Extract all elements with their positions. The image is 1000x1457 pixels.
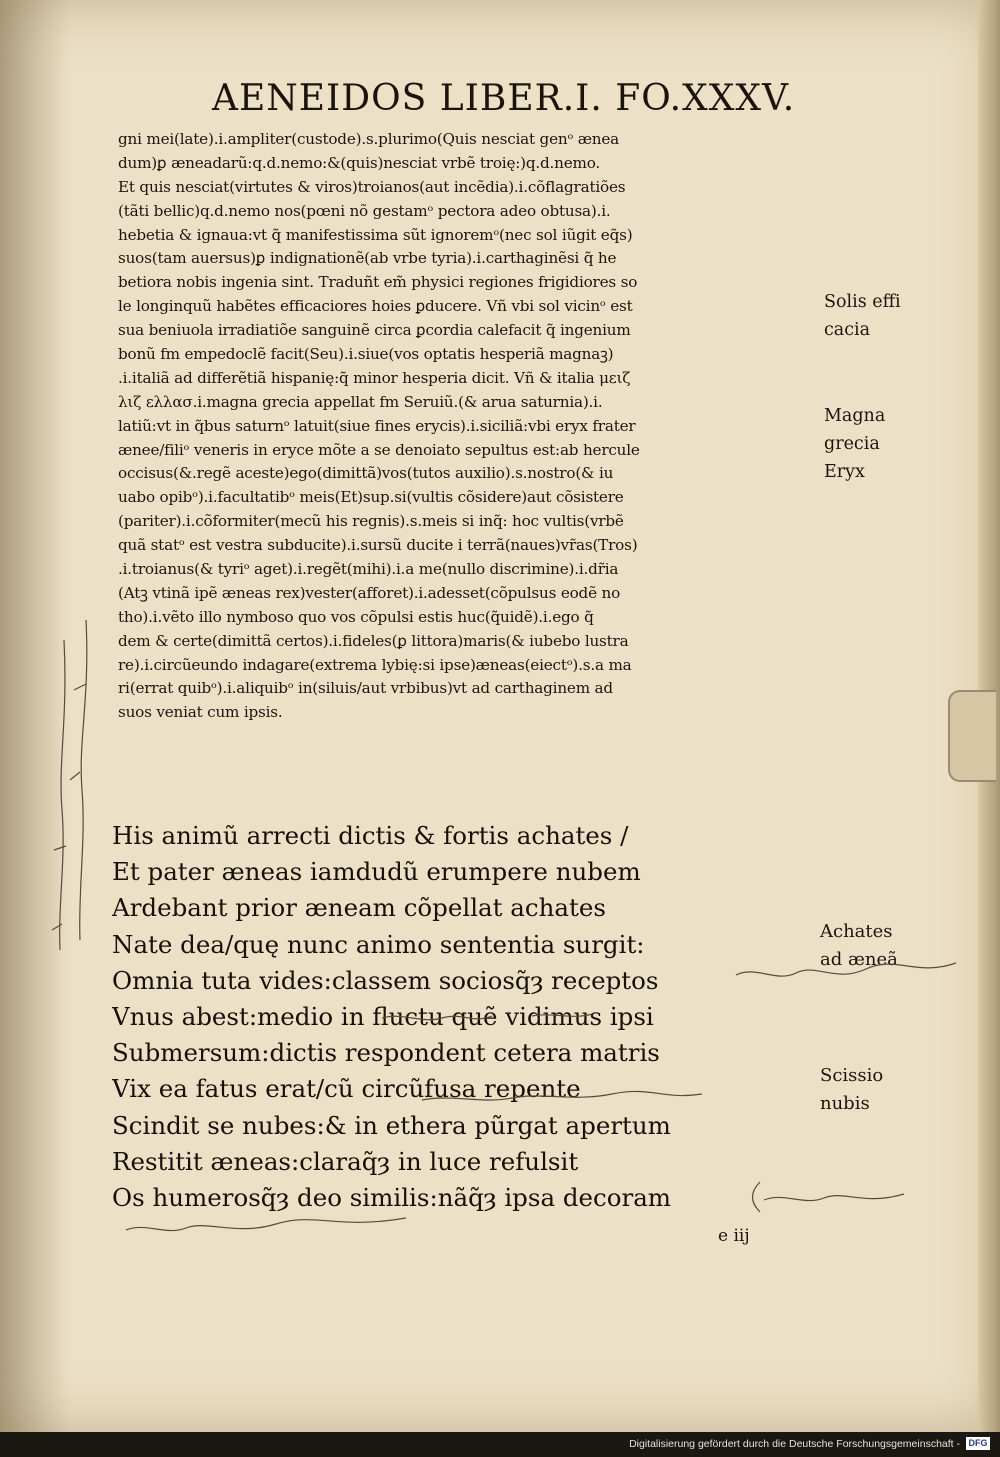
commentary-line: hebetia & ignaua:vt q̃ manifestissima sũt ignoremᵒ(nec sol iũgit eq̃s)	[118, 225, 633, 244]
commentary-line: (Atꝫ vtinã ipẽ æneas rex)vester(afforet).i.adesset(cõpulsus eodẽ no	[118, 583, 621, 602]
commentary-line: latiũ:vt in q̃bus saturnᵒ latuit(siue fines erycis).i.siciliã:vbi eryx frater	[118, 416, 636, 435]
verse-line: Et pater æneas iamdudũ erumpere nubem	[112, 857, 641, 887]
marginal-note-solis	[824, 288, 901, 344]
marginal-line: nubis	[820, 1093, 870, 1114]
commentary-line: dum)ꝑ æneadarũ:q.d.nemo:&(quis)nesciat vrbẽ troię:)q.d.nemo.	[118, 153, 601, 172]
verse-line: Scindit se nubes:& in ethera pũrgat apertum	[112, 1110, 671, 1140]
verse-line: Os humerosq̃ȝ deo similis:nãq̃ȝ ipsa decoram	[112, 1182, 672, 1212]
verse-line: Omnia tuta vides:classem sociosq̃ȝ receptos	[112, 965, 659, 995]
dfg-logo: DFG	[966, 1437, 990, 1450]
commentary-line: gni mei(late).i.ampliter(custode).s.plurimo(Quis nesciat genᵒ ænea	[118, 130, 620, 148]
footer-bar	[0, 1432, 1000, 1457]
commentary-line: ænee/filiᵒ veneris in eryce mõte a se denoiato sepultus est:ab hercule	[118, 440, 640, 459]
verse-line: Submersum:dictis respondent cetera matris	[112, 1038, 660, 1068]
commentary-line: uabo opibᵒ).i.facultatibᵒ meis(Et)sup.si(vultis cõsidere)aut cõsistere	[118, 488, 624, 507]
marginal-line: cacia	[824, 320, 871, 340]
commentary-line: suos(tam auersus)ꝑ indignationẽ(ab vrbe tyria).i.carthaginẽsi q̃ he	[118, 249, 617, 268]
commentary-line: re).i.circũeundo indagare(extrema lybię:si ipse)æneas(eiectᵒ).s.a ma	[118, 655, 632, 674]
commentary-line: .i.troianus(& tyriᵒ aget).i.regẽt(mihi).i.a me(nullo discrimine).i.dr̃ia	[118, 560, 619, 579]
commentary-line: suos veniat cum ipsis.	[118, 703, 283, 722]
verse-line: Restitit æneas:claraq̃ȝ in luce refulsit	[112, 1146, 579, 1176]
commentary-line: quã statᵒ est vestra subducite).i.sursũ ducite i terrã(naues)vr̃as(Tros)	[118, 536, 638, 555]
verse-line: His animũ arrecti dictis & fortis achates /	[112, 821, 629, 850]
commentary-line: dem & certe(dimittã certos).i.fideles(ꝑ littora)maris(& iubebo lustra	[118, 631, 629, 650]
handwritten-interlinear-gloss	[372, 1012, 712, 1102]
handwritten-margin-note	[40, 600, 110, 960]
commentary-line: λιζ ελλασ.i.magna grecia appellat fm Seruiũ.(& arua saturnia).i.	[118, 392, 603, 411]
marginal-line: Eryx	[824, 462, 865, 482]
verse-line: Ardebant prior æneam cõpellat achates	[112, 893, 606, 923]
marginal-line: Magna	[824, 406, 886, 426]
running-head: AENEIDOS LIBER.I. FO.XXXV.	[212, 78, 796, 119]
marginal-line: Solis effi	[824, 292, 901, 312]
marginal-line: ad æneã	[820, 949, 898, 970]
commentary-line: bonũ fm empedoclẽ facit(Seu).i.siue(vos optatis hesperiã magnaꝫ)	[118, 345, 614, 364]
commentary-block	[118, 128, 818, 725]
commentary-line: .i.italiã ad differẽtiã hispanię:q̃ minor hesperia dicit. Vñ & italia μειζ	[118, 368, 631, 387]
commentary-line: le longinquũ habẽtes efficaciores hoies ꝑducere. Vñ vbi sol vicinᵒ est	[118, 297, 633, 316]
commentary-line: Et quis nesciat(virtutes & viros)troianos(aut incẽdia).i.cõflagratiões	[118, 177, 626, 196]
verse-line: Vnus abest:medio in fluctu quẽ vidimus ipsi	[112, 1001, 654, 1031]
marginal-note-magna-grecia	[824, 402, 885, 486]
commentary-line: tho).i.vẽto illo nymboso quo vos cõpulsi estis huc(q̃uidẽ).i.ego q̃	[118, 607, 594, 626]
clasp-strap	[948, 690, 996, 782]
commentary-line: betiora nobis ingenia sint. Traduñt em̃ physici regiones frigidiores so	[118, 273, 638, 292]
handwritten-note-bottom	[120, 1206, 420, 1246]
commentary-line: occisus(&.regẽ aceste)ego(dimittã)vos(tutos auxilio).s.nostro(& iu	[118, 464, 614, 483]
commentary-line: (pariter).i.cõformiter(mecũ his regnis).s.meis si inq̃: hoc vultis(vrbẽ	[118, 512, 624, 531]
marginal-line: grecia	[824, 434, 880, 454]
marginal-line: Achates	[820, 921, 893, 942]
commentary-line: ri(errat quibᵒ).i.aliquibᵒ in(siluis/aut vrbibus)vt ad carthaginem ad	[118, 679, 613, 698]
signature-mark: e iij	[718, 1226, 750, 1246]
funding-credit: Digitalisierung gefördert durch die Deutsche Forschungsgemeinschaft -	[629, 1438, 960, 1450]
verse-line: Nate dea/quę nunc animo sententia surgit:	[112, 929, 645, 959]
handwritten-note-bottom-right	[740, 1178, 910, 1228]
marginal-line: Scissio	[820, 1065, 884, 1086]
handwritten-note-achates	[730, 955, 970, 995]
commentary-line: sua beniuola irradiatiõe sanguinẽ circa ꝑcordia calefacit q̃ ingenium	[118, 321, 631, 340]
marginal-note-scissio	[820, 1062, 883, 1118]
verse-line: Vix ea fatus erat/cũ circũfusa repente	[112, 1074, 581, 1104]
commentary-line: (tãti bellic)q.d.nemo nos(pœni nõ gestamᵒ pectora adeo obtusa).i.	[118, 201, 611, 220]
